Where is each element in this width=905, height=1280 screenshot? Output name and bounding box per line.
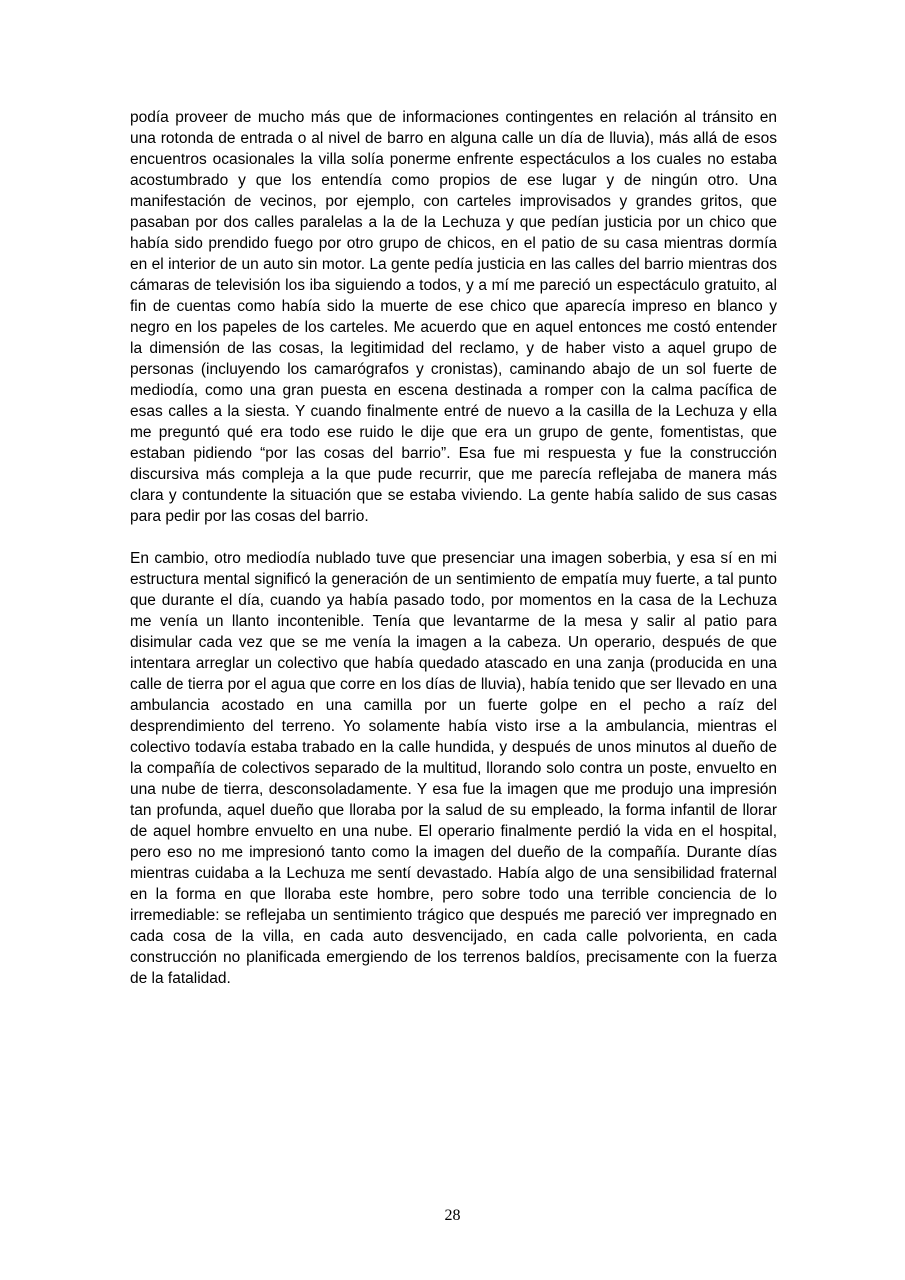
page-number: 28 (444, 1207, 461, 1224)
document-page (130, 107, 777, 989)
body-paragraph-1: podía proveer de mucho más que de informaciones contingentes en relación al tránsito en una rotonda de entrada o al nivel de barro en alguna calle un día de lluvia), más allá de esos encuentros ocasionales la villa solía ponerme enfrente espectáculos a los cuales no estaba acostumbrado y que los entendía como propios de ese lugar y de ningún otro. Una manifestación de vecinos, por ejemplo, con carteles improvisados y grandes gritos, que pasaban por dos calles paralelas a la de la Lechuza y que pedían justicia por un chico que había sido prendido fuego por otro grupo de chicos, en el patio de su casa mientras dormía en el interior de un auto sin motor. La gente pedía justicia en las calles del barrio mientras dos cámaras de televisión los iba siguiendo a todos, y a mí me pareció un espectáculo gratuito, al fin de cuentas como había sido la muerte de ese chico que aparecía impreso en blanco y negro en los papeles de los carteles. Me acuerdo que en aquel entonces me costó entender la dimensión de las cosas, la legitimidad del reclamo, y de haber visto a aquel grupo de personas (incluyendo los camarógrafos y cronistas), caminando abajo de un sol fuerte de mediodía, como una gran puesta en escena destinada a romper con la calma pacífica de esas calles a la siesta. Y cuando finalmente entré de nuevo a la casilla de la Lechuza y ella me preguntó qué era todo ese ruido le dije que era un grupo de gente, fomentistas, que estaban pidiendo “por las cosas del barrio”. Esa fue mi respuesta y fue la construcción discursiva más compleja a la que pude recurrir, que me parecía reflejaba de manera más clara y contundente la situación que se estaba viviendo. La gente había salido de sus casas para pedir por las cosas del barrio. (130, 109, 777, 525)
body-paragraph-2: En cambio, otro mediodía nublado tuve que presenciar una imagen soberbia, y esa sí en mi estructura mental significó la generación de un sentimiento de empatía muy fuerte, a tal punto que durante el día, cuando ya había pasado todo, por momentos en la casa de la Lechuza me venía un llanto incontenible. Tenía que levantarme de la mesa y salir al patio para disimular cada vez que se me venía la imagen a la cabeza. Un operario, después de que intentara arreglar un colectivo que había quedado atascado en una zanja (producida en una calle de tierra por el agua que corre en los días de lluvia), había tenido que ser llevado en una ambulancia acostado en una camilla por un fuerte golpe en el pecho a raíz del desprendimiento del terreno. Yo solamente había visto irse a la ambulancia, mientras el colectivo todavía estaba trabado en la calle hundida, y después de unos minutos al dueño de la compañía de colectivos separado de la multitud, llorando solo contra un poste, envuelto en una nube de tierra, desconsoladamente. Y esa fue la imagen que me produjo una impresión tan profunda, aquel dueño que lloraba por la salud de su empleado, la forma infantil de llorar de aquel hombre envuelto en una nube. El operario finalmente perdió la vida en el hospital, pero eso no me impresionó tanto como la imagen del dueño de la compañía. Durante días mientras cuidaba a la Lechuza me sentí devastado. Había algo de una sensibilidad fraternal en la forma en que lloraba este hombre, pero sobre todo una terrible conciencia de lo irremediable: se reflejaba un sentimiento trágico que después me pareció ver impregnado en cada cosa de la villa, en cada auto desvencijado, en cada calle polvorienta, en cada construcción no planificada emergiendo de los terrenos baldíos, precisamente con la fuerza de la fatalidad. (130, 550, 777, 987)
